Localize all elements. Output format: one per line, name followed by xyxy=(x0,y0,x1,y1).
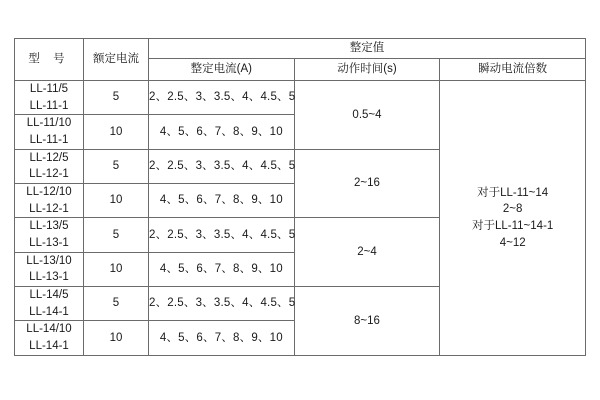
cell-set-current: 2、2.5、3、3.5、4、4.5、5 xyxy=(149,81,295,115)
cell-set-current: 2、2.5、3、3.5、4、4.5、5 xyxy=(149,149,295,183)
cell-model xyxy=(15,115,84,149)
cell-rated-current: 10 xyxy=(84,252,149,286)
table-header-row-top xyxy=(15,39,586,59)
cell-model xyxy=(15,252,84,286)
spec-table-container xyxy=(14,38,586,356)
model-line-1: LL-12/5 xyxy=(29,151,69,164)
model-line-2: LL-13-1 xyxy=(29,271,69,284)
cell-rated-current: 5 xyxy=(84,287,149,321)
cell-action-time: 8~16 xyxy=(294,287,440,356)
model-line-2: LL-11-1 xyxy=(29,99,69,112)
cell-rated-current: 5 xyxy=(84,81,149,115)
model-line-2: LL-14-1 xyxy=(29,305,69,318)
multiple-line-1: 对于LL-11~14 xyxy=(477,186,549,199)
model-line-1: LL-13/5 xyxy=(29,220,69,233)
cell-model xyxy=(15,287,84,321)
cell-model xyxy=(15,184,84,218)
model-line-1: LL-11/5 xyxy=(29,83,69,95)
model-line-2: LL-13-1 xyxy=(29,237,69,250)
cell-set-current: 4、5、6、7、8、9、10 xyxy=(149,184,295,218)
header-settings-group: 整定值 xyxy=(149,39,586,59)
header-instant-multiple: 瞬动电流倍数 xyxy=(440,59,586,81)
relay-specification-table xyxy=(14,38,586,356)
model-line-1: LL-14/5 xyxy=(29,289,69,302)
cell-action-time: 2~4 xyxy=(294,218,440,287)
cell-set-current: 2、2.5、3、3.5、4、4.5、5 xyxy=(149,218,295,252)
multiple-line-4: 4~12 xyxy=(499,236,526,249)
cell-rated-current: 5 xyxy=(84,218,149,252)
model-line-1: LL-14/10 xyxy=(26,323,72,336)
cell-model xyxy=(15,218,84,252)
cell-set-current: 2、2.5、3、3.5、4、4.5、5 xyxy=(149,287,295,321)
cell-set-current: 4、5、6、7、8、9、10 xyxy=(149,252,295,286)
model-line-1: LL-12/10 xyxy=(26,186,72,199)
header-rated-current: 额定电流 xyxy=(84,39,149,81)
model-line-1: LL-11/10 xyxy=(26,117,72,130)
header-model: 型 号 xyxy=(15,39,84,81)
multiple-line-2: 2~8 xyxy=(502,203,523,216)
header-set-current: 整定电流(A) xyxy=(149,59,295,81)
table-row xyxy=(15,81,586,115)
cell-rated-current: 5 xyxy=(84,149,149,183)
model-line-2: LL-14-1 xyxy=(29,340,69,353)
model-line-2: LL-12-1 xyxy=(29,168,69,181)
cell-action-time: 2~16 xyxy=(294,149,440,218)
model-line-2: LL-11-1 xyxy=(29,134,69,147)
cell-rated-current: 10 xyxy=(84,321,149,355)
cell-rated-current: 10 xyxy=(84,184,149,218)
cell-instant-multiple xyxy=(440,81,586,356)
cell-model xyxy=(15,81,84,115)
cell-action-time: 0.5~4 xyxy=(294,81,440,150)
multiple-line-3: 对于LL-11~14-1 xyxy=(472,219,554,232)
cell-model xyxy=(15,149,84,183)
model-line-2: LL-12-1 xyxy=(29,202,69,215)
header-action-time: 动作时间(s) xyxy=(294,59,440,81)
model-line-1: LL-13/10 xyxy=(26,254,72,267)
cell-set-current: 4、5、6、7、8、9、10 xyxy=(149,115,295,149)
cell-set-current: 4、5、6、7、8、9、10 xyxy=(149,321,295,355)
cell-model xyxy=(15,321,84,355)
cell-rated-current: 10 xyxy=(84,115,149,149)
